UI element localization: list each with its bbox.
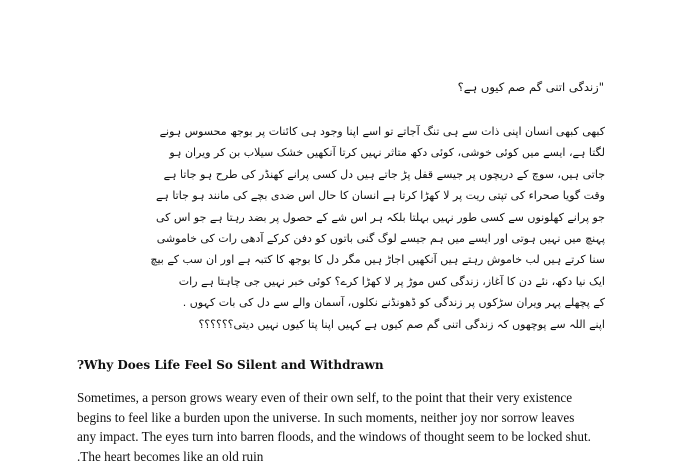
urdu-line: سنا کرتے ہیں لب خاموش رہتے ہیں آنکھیں اجاڑ ہیں مگر دل کا بوجھ کا کتبہ ہے اور ان سب کے بیچ — [77, 249, 605, 270]
english-paragraph — [77, 388, 617, 466]
urdu-line: کبھی کبھی انسان اپنی ذات سے ہی تنگ آجاتے تو اسے اپنا وجود ہی کائنات پر بوجھ محسوس ہونے — [77, 121, 605, 142]
english-line: any impact. The eyes turn into barren floods, and the windows of thought seem to be locked shut. — [77, 427, 617, 447]
urdu-line: پہنچ میں نہیں ہوتی اور ایسے میں ہم جیسے لوگ گنی باتوں کو دفن کرکے آدھی رات کی خاموشی — [77, 228, 605, 249]
urdu-paragraph — [77, 121, 605, 335]
urdu-line: ایک نیا دکھ، نئے دن کا آغاز، زندگی کس موڑ پر لا کھڑا کرے؟ کوئی خبر نہیں جی چاہتا ہے رات — [77, 271, 605, 292]
urdu-line: کے پچھلے پہر ویران سڑکوں پر زندگی کو ڈھونڈنے نکلوں، آسمان والے سے دل کی بات کہوں . — [77, 292, 605, 313]
urdu-heading: "زندگی اتنی گم صم کیوں ہے؟ — [64, 79, 604, 95]
english-line: begins to feel like a burden upon the universe. In such moments, neither joy nor sorrow leaves — [77, 408, 617, 428]
urdu-line: لگتا ہے، ایسے میں کوئی خوشی، کوئی دکھ متاثر نہیں کرتا آنکھیں خشک سیلاب بن کر ویران ہو — [77, 142, 605, 163]
english-heading: ?Why Does Life Feel So Silent and Withdrawn — [77, 357, 384, 373]
urdu-line: جو پرانے کھلونوں سے کسی طور نہیں بہلتا بلکہ ہر اس شے کے حصول پر بضد رہتا ہے جو اس کی — [77, 207, 605, 228]
english-line: Sometimes, a person grows weary even of their own self, to the point that their very existence — [77, 388, 617, 408]
urdu-line: وقت گویا صحراء کی تپتی ریت پر لا کھڑا کرتا ہے انسان کا حال اس ضدی بچے کی مانند ہو جاتا ہے — [77, 185, 605, 206]
english-line: .The heart becomes like an old ruin — [77, 447, 617, 466]
urdu-line: جاتی ہیں، سوچ کے دریچوں پر جیسے قفل پڑ جاتے ہیں دل کسی پرانے کھنڈر کی طرح ہو جاتا ہے — [77, 164, 605, 185]
urdu-line: اپنے اللہ سے پوچھوں کہ زندگی اتنی گم صم کیوں ہے کہیں اپنا پتا کیوں نہیں دیتی؟؟؟؟؟؟ — [77, 314, 605, 335]
